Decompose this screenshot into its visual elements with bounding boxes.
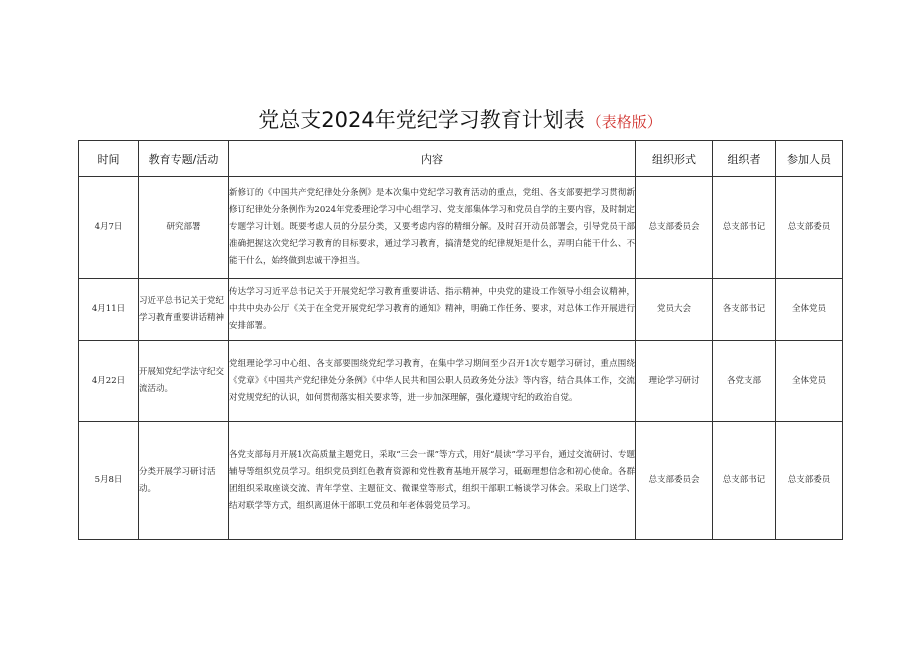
- header-organizer: 组织者: [713, 141, 776, 177]
- cell-organizer: 总支部书记: [713, 422, 776, 540]
- cell-participants: 总支部委员: [776, 422, 843, 540]
- document-subtitle: （表格版）: [586, 113, 662, 131]
- header-content: 内容: [229, 141, 636, 177]
- cell-content: 党组理论学习中心组、各支部要围绕党纪学习教育，在集中学习期间至少召开1次专题学习研讨，重点围绕《党章》《中国共产党纪律处分条例》《中华人民共和国公职人员政务处分法》等内容，结合具体工作，交流对党规党纪的认识，如何贯彻落实相关要求等，进一步加深理解，强化遵规守纪的政治自觉。: [229, 341, 636, 422]
- cell-time: 4月22日: [79, 341, 139, 422]
- cell-participants: 全体党员: [776, 279, 843, 341]
- cell-form: 理论学习研讨: [636, 341, 713, 422]
- table-row: [79, 422, 843, 540]
- cell-topic: 分类开展学习研讨活动。: [139, 422, 229, 540]
- cell-participants: 总支部委员: [776, 177, 843, 279]
- cell-form: 党员大会: [636, 279, 713, 341]
- cell-content: 各党支部每月开展1次高质量主题党日，采取“三会一课”等方式，用好“晨读”学习平台，通过交流研讨、专题辅导等组织党员学习。组织党员到红色教育资源和党性教育基地开展学习，砥砺理想信念和初心使命。各群团组织采取座谈交流、青年学堂、主题征文、微课堂等形式，组织干部职工畅谈学习体会。采取上门送学、结对联学等方式，组织离退休干部职工党员和年老体弱党员学习。: [229, 422, 636, 540]
- cell-organizer: 总支部书记: [713, 177, 776, 279]
- document-title-row: [0, 104, 920, 134]
- cell-time: 4月11日: [79, 279, 139, 341]
- cell-organizer: 各支部书记: [713, 279, 776, 341]
- cell-organizer: 各党支部: [713, 341, 776, 422]
- header-form: 组织形式: [636, 141, 713, 177]
- plan-table: [78, 140, 843, 540]
- header-time: 时间: [79, 141, 139, 177]
- document-title: 党总支2024年党纪学习教育计划表: [258, 108, 585, 132]
- header-participants: 参加人员: [776, 141, 843, 177]
- cell-time: 4月7日: [79, 177, 139, 279]
- header-topic: 教育专题/活动: [139, 141, 229, 177]
- cell-topic: 习近平总书记关于党纪学习教育重要讲话精神: [139, 279, 229, 341]
- table-row: [79, 177, 843, 279]
- cell-topic: 开展知党纪学法守纪交流活动。: [139, 341, 229, 422]
- cell-form: 总支部委员会: [636, 422, 713, 540]
- table-row: [79, 279, 843, 341]
- table-row: [79, 341, 843, 422]
- cell-content: 传达学习习近平总书记关于开展党纪学习教育重要讲话、指示精神，中央党的建设工作领导小组会议精神，中共中央办公厅《关于在全党开展党纪学习教育的通知》精神，明确工作任务、要求，对总体工作开展进行安排部署。: [229, 279, 636, 341]
- cell-form: 总支部委员会: [636, 177, 713, 279]
- cell-participants: 全体党员: [776, 341, 843, 422]
- cell-time: 5月8日: [79, 422, 139, 540]
- cell-content: 新修订的《中国共产党纪律处分条例》是本次集中党纪学习教育活动的重点，党组、各支部要把学习贯彻新修订纪律处分条例作为2024年党委理论学习中心组学习、党支部集体学习和党员自学的主要内容，及时制定专题学习计划。既要考虑人员的分层分类，又要考虑内容的精细分解。及时召开动员部署会，引导党员干部准确把握这次党纪学习教育的目标要求，通过学习教育，搞清楚党的纪律规矩是什么，弄明白能干什么、不能干什么，始终做到忠诚干净担当。: [229, 177, 636, 279]
- cell-topic: 研究部署: [139, 177, 229, 279]
- table-header-row: [79, 141, 843, 177]
